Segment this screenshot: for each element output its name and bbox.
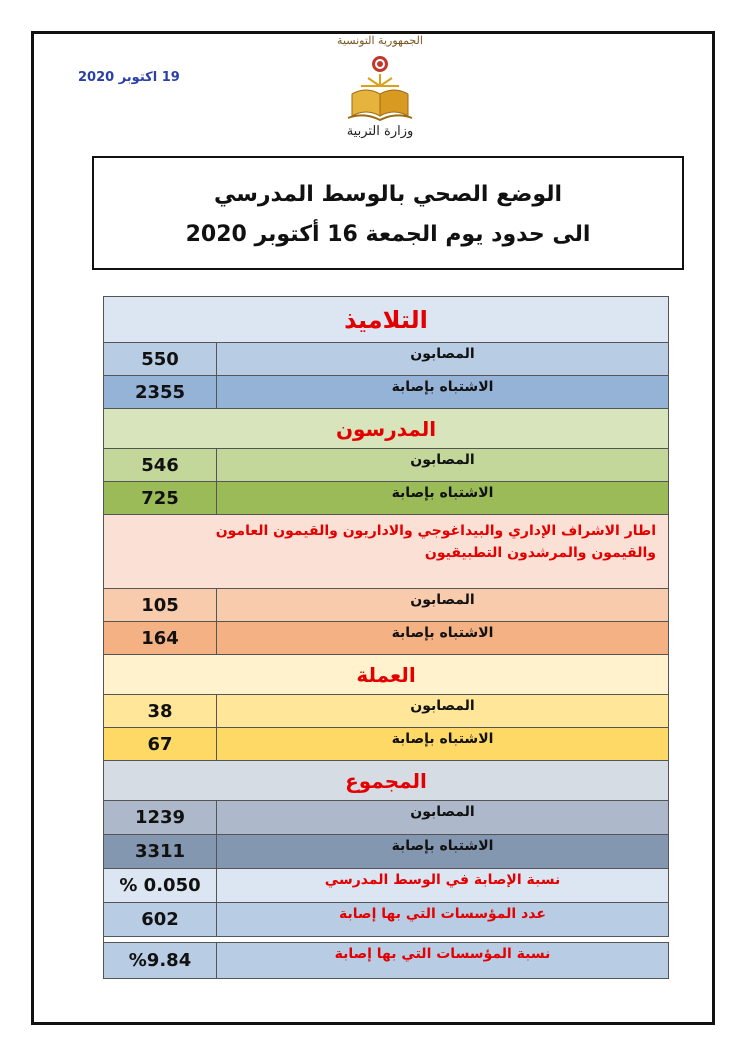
- teachers-suspected-value: 725: [104, 482, 217, 515]
- staff-infected-label: المصابون: [217, 589, 669, 622]
- institutions-count-label: عدد المؤسسات التي بها إصابة: [217, 903, 669, 937]
- staff-infected-row: [104, 589, 669, 622]
- workers-infected-value: 38: [104, 695, 217, 728]
- workers-infected-label: المصابون: [217, 695, 669, 728]
- teachers-infected-row: [104, 449, 669, 482]
- total-infected-label: المصابون: [217, 801, 669, 835]
- staff-header-row: [104, 515, 669, 589]
- students-suspected-row: [104, 376, 669, 409]
- teachers-header-row: [104, 409, 669, 449]
- staff-header-line-1: اطار الاشراف الإداري والبيداغوجي والاداريون والقيمون العامون: [215, 523, 656, 539]
- title-box: [92, 156, 684, 270]
- institutions-rate-value: %9.84: [104, 943, 217, 979]
- workers-suspected-value: 67: [104, 728, 217, 761]
- institutions-rate-label: نسبة المؤسسات التي بها إصابة: [217, 943, 669, 979]
- students-infected-row: [104, 343, 669, 376]
- total-header-row: [104, 761, 669, 801]
- title-line-1: الوضع الصحي بالوسط المدرسي: [213, 182, 563, 207]
- logo-bottom-text: وزارة التربية: [346, 124, 414, 139]
- workers-suspected-label: الاشتباه بإصابة: [217, 728, 669, 761]
- staff-suspected-label: الاشتباه بإصابة: [217, 622, 669, 655]
- statistics-table: [103, 296, 669, 979]
- staff-infected-value: 105: [104, 589, 217, 622]
- logo-top-text: الجمهورية التونسية: [337, 34, 423, 47]
- staff-suspected-row: [104, 622, 669, 655]
- total-suspected-label: الاشتباه بإصابة: [217, 835, 669, 869]
- students-suspected-label: الاشتباه بإصابة: [217, 376, 669, 409]
- students-infected-value: 550: [104, 343, 217, 376]
- document-date: 19 اكتوبر 2020: [78, 70, 180, 85]
- teachers-suspected-label: الاشتباه بإصابة: [217, 482, 669, 515]
- students-header: التلاميذ: [104, 297, 669, 343]
- institutions-count-row: [104, 903, 669, 937]
- staff-suspected-value: 164: [104, 622, 217, 655]
- students-header-row: [104, 297, 669, 343]
- institutions-count-value: 602: [104, 903, 217, 937]
- staff-header-line-2: والقيمون والمرشدون التطبيقيون: [424, 545, 656, 561]
- total-suspected-value: 3311: [104, 835, 217, 869]
- teachers-header: المدرسون: [104, 409, 669, 449]
- workers-infected-row: [104, 695, 669, 728]
- institutions-rate-row: [104, 943, 669, 979]
- total-infected-value: 1239: [104, 801, 217, 835]
- title-line-2: الى حدود يوم الجمعة 16 أكتوبر 2020: [185, 222, 591, 247]
- staff-header: [104, 515, 669, 589]
- infection-rate-row: [104, 869, 669, 903]
- students-suspected-value: 2355: [104, 376, 217, 409]
- students-infected-label: المصابون: [217, 343, 669, 376]
- teachers-infected-value: 546: [104, 449, 217, 482]
- total-suspected-row: [104, 835, 669, 869]
- workers-header: العملة: [104, 655, 669, 695]
- teachers-infected-label: المصابون: [217, 449, 669, 482]
- total-infected-row: [104, 801, 669, 835]
- teachers-suspected-row: [104, 482, 669, 515]
- workers-header-row: [104, 655, 669, 695]
- workers-suspected-row: [104, 728, 669, 761]
- infection-rate-value: % 0.050: [104, 869, 217, 903]
- total-header: المجموع: [104, 761, 669, 801]
- infection-rate-label: نسبة الإصابة في الوسط المدرسي: [217, 869, 669, 903]
- ministry-logo: [330, 34, 430, 146]
